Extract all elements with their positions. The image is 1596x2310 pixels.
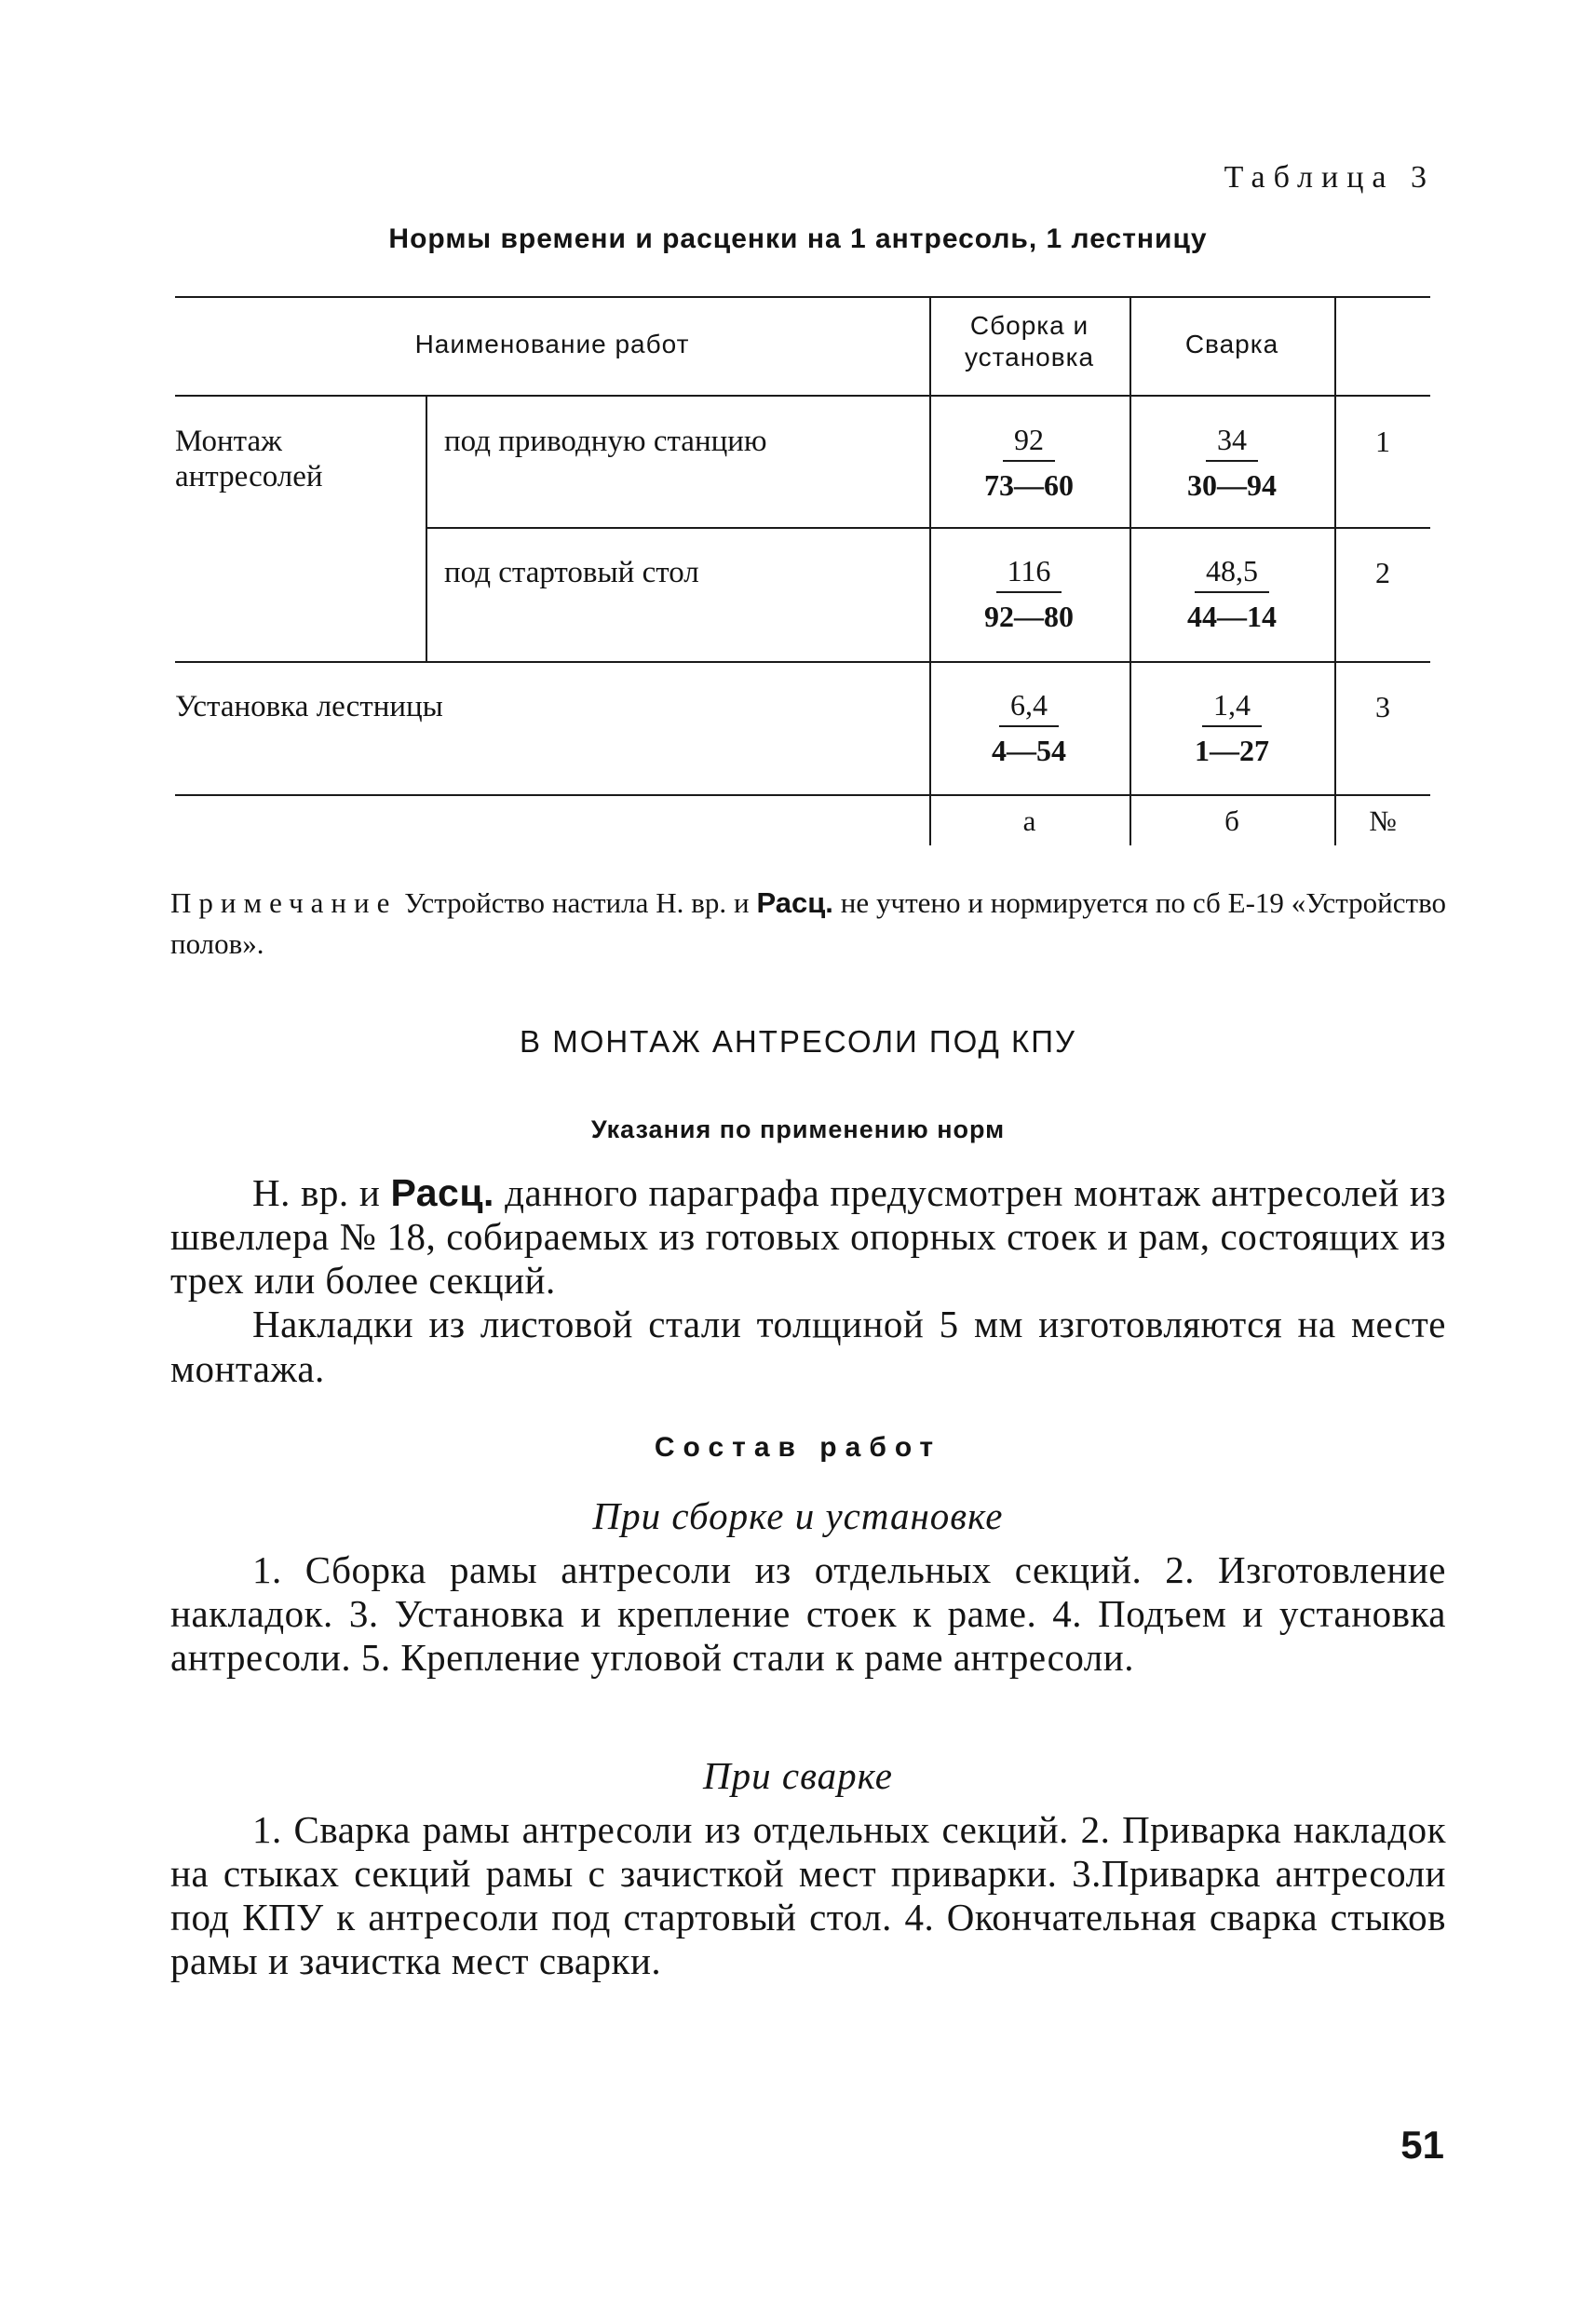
instructions <box>170 1171 1446 1391</box>
paragraph: 1. Сварка рамы антресоли из отдельных секций. 2. Приварка накладок на стыках секций рамы с зачисткой мест приварки. 3.Приварка антресоли под КПУ к антресоли под стартовый стол. 4. Окончательная сварка стыков рамы и зачистка мест сварки. <box>170 1808 1446 1983</box>
assembly-value <box>950 552 1108 637</box>
paragraph: 1. Сборка рамы антресоли из отдельных секций. 2. Изготовление накладок. 3. Установка и крепление стоек к раме. 4. Подъем и установка антресоли. 5. Крепление угловой стали к раме антресоли. <box>170 1548 1446 1680</box>
table-col-rule <box>426 395 427 661</box>
welding-value <box>1153 552 1311 637</box>
table-top-rule <box>175 296 1430 298</box>
header-assembly <box>929 310 1129 372</box>
note-bold: Расц. <box>756 886 833 919</box>
note-text: Устройство настила Н. вр. и <box>397 886 757 919</box>
header-assembly-line: Сборка и <box>969 311 1089 340</box>
norm-time: 34 <box>1206 421 1258 462</box>
table-col-rule <box>1334 296 1336 845</box>
paragraph: Накладки из листовой стали толщиной 5 мм изготовляются на месте монтажа. <box>170 1303 1446 1390</box>
rate: 4—54 <box>992 734 1066 767</box>
table-title: Нормы времени и расценки на 1 антресоль, 1 лестницу <box>388 223 1208 254</box>
header-work-name: Наименование работ <box>414 330 690 358</box>
table-row-rule <box>175 661 1430 663</box>
sub-heading: Указания по применению норм <box>590 1115 1006 1143</box>
welding-value <box>1153 686 1311 771</box>
table-col-rule <box>1129 296 1131 845</box>
group-label-line: Монтаж <box>175 425 282 458</box>
header-welding: Сварка <box>1184 330 1279 358</box>
welding-value <box>1153 421 1311 506</box>
composition-heading: Состав работ <box>654 1432 942 1463</box>
table-col-rule <box>929 296 931 845</box>
group-label <box>175 425 323 495</box>
note-text: не учтено и нормируется по сб Е-19 «Устройство полов». <box>170 886 1446 961</box>
paragraph-text: Н. вр. и <box>252 1171 391 1214</box>
column-letter-b: б <box>1224 804 1239 837</box>
assembly-value <box>950 421 1108 506</box>
row-name: под приводную станцию <box>444 425 767 458</box>
note-label: Примечание <box>170 886 398 919</box>
row-number: 3 <box>1375 690 1390 723</box>
section-heading: В МОНТАЖ АНТРЕСОЛИ ПОД КПУ <box>520 1024 1076 1059</box>
row-name: Установка лестницы <box>175 690 443 723</box>
column-number-sign: № <box>1369 804 1397 837</box>
group-label-line: антресолей <box>175 459 323 493</box>
welding-section <box>170 1808 1446 1984</box>
row-name: под стартовый стол <box>444 556 699 589</box>
rate: 30—94 <box>1187 468 1277 502</box>
header-assembly-line: установка <box>964 342 1095 371</box>
rate: 73—60 <box>984 468 1074 502</box>
row-number: 2 <box>1375 556 1390 589</box>
paragraph-text: данного параграфа предусмотрен монтаж антресолей из швеллера № 18, собираемых из готовых опорных стоек и рам, состоящих из трех или более секций. <box>170 1171 1446 1303</box>
rate: 44—14 <box>1187 600 1277 633</box>
table-bottom-rule <box>175 794 1430 796</box>
norm-time: 116 <box>996 552 1062 593</box>
norm-time: 48,5 <box>1195 552 1269 593</box>
table-note <box>170 883 1446 965</box>
norm-time: 6,4 <box>999 686 1059 727</box>
column-letter-a: а <box>1022 804 1036 837</box>
assembly-heading: При сборке и установке <box>592 1494 1004 1537</box>
table-header-rule <box>175 395 1430 397</box>
rate: 1—27 <box>1195 734 1269 767</box>
paragraph <box>170 1171 1446 1303</box>
rate: 92—80 <box>984 600 1074 633</box>
welding-heading: При сварке <box>703 1754 893 1797</box>
norm-time: 1,4 <box>1202 686 1262 727</box>
table-label: Таблица 3 <box>1224 160 1435 195</box>
assembly-value <box>950 686 1108 771</box>
assembly-section <box>170 1548 1446 1680</box>
paragraph-bold: Расц. <box>390 1171 494 1214</box>
page-number: 51 <box>1400 2123 1444 2167</box>
norm-time: 92 <box>1003 421 1055 462</box>
table-row-rule <box>426 527 1430 529</box>
row-number: 1 <box>1375 425 1390 458</box>
